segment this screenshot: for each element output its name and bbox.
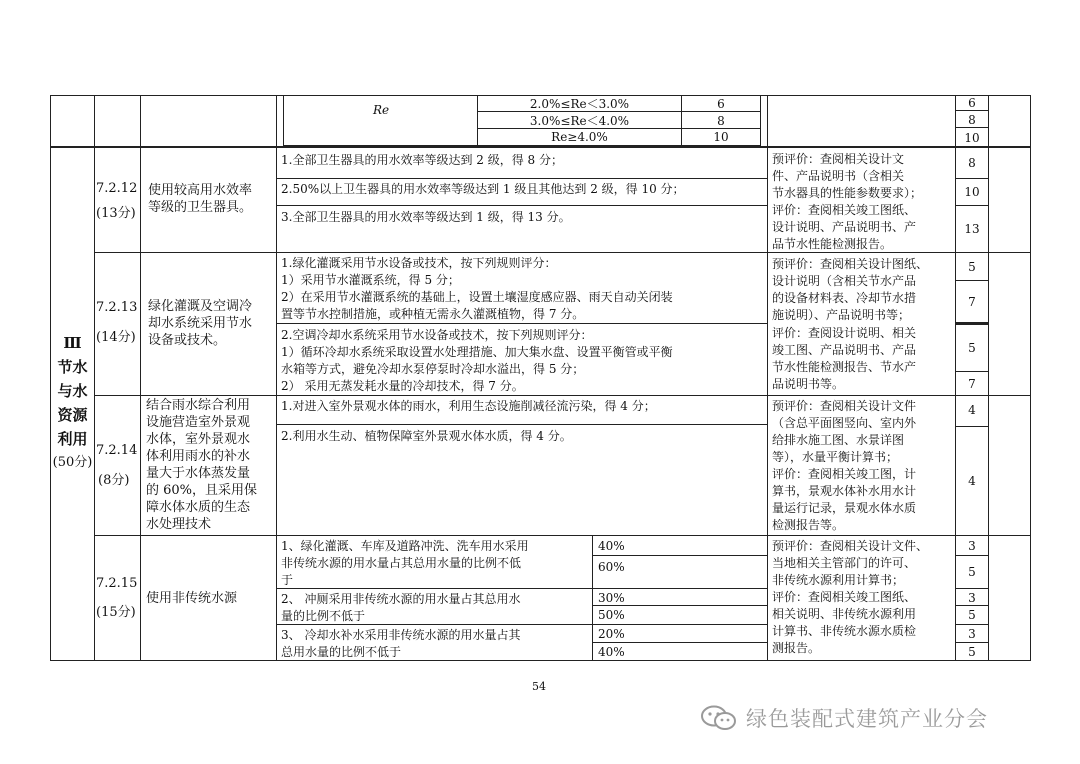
method-7-2-15-line: 相关说明、非传统水源利用: [772, 607, 917, 621]
method-7-2-15-line: 预评价：查阅相关设计文件、: [772, 539, 929, 553]
item-code-7-2-15: 7.2.15: [96, 576, 138, 591]
item-title-7-2-14-line: 水处理技术: [146, 517, 212, 532]
method-7-2-15-line: 非传统水源利用计算书；: [772, 573, 905, 587]
item-points-7-2-13: (14分): [96, 330, 136, 345]
item-title-7-2-14-line: 的 60%，且采用保: [146, 483, 258, 498]
method-7-2-13-line: 设计说明（含相关节水产品: [772, 274, 917, 288]
score-7-2-15-5: 3: [968, 627, 976, 641]
rule-7-2-15-line: 量的比例不低于: [281, 609, 366, 623]
item-points-7-2-15: (15分): [96, 605, 136, 620]
rule-7-2-13-line: 2）在采用节水灌溉系统的基础上，设置土壤湿度感应器、雨天自动关闭装: [281, 290, 673, 304]
rule-7-2-15-line: 非传统水源的用水量占其总用水量的比例不低: [281, 556, 522, 570]
rule-7-2-14-1: 1.对进入室外景观水体的雨水，利用生态设施削减径流污染，得 4 分；: [281, 399, 656, 413]
rule-7-2-12-2: 2.50%以上卫生器具的用水效率等级达到 1 级且其他达到 2 级，得 10 分；: [281, 182, 685, 196]
percent-cell: 30%: [598, 591, 625, 605]
category-cell: [51, 318, 94, 488]
watermark: [700, 703, 988, 733]
rule-7-2-12-1: 1.全部卫生器具的用水效率等级达到 2 级，得 8 分；: [281, 153, 563, 167]
percent-cell: 40%: [598, 645, 625, 659]
category-line-2: 与水: [57, 382, 88, 400]
method-7-2-15-line: 当地相关主管部门的许可、: [772, 556, 917, 570]
method-7-2-13-line: 预评价：查阅相关设计图纸、: [772, 257, 929, 271]
percent-cell: 50%: [598, 608, 625, 622]
method-7-2-13-line: 的设备材料表、冷却节水措: [772, 291, 917, 305]
score-7-2-15-2: 5: [968, 565, 976, 579]
score-7-2-13-1: 5: [968, 260, 976, 274]
item-title-7-2-13-line: 却水系统采用节水: [148, 316, 253, 331]
re-range-2: 3.0%≤Re＜4.0%: [529, 114, 630, 128]
item-points-7-2-14: (8分): [98, 473, 130, 488]
item-title-7-2-14-line: 水体，室外景观水: [146, 432, 251, 447]
percent-cell: 40%: [598, 539, 625, 553]
score-7-2-12-3: 13: [964, 222, 980, 236]
rule-7-2-13-line: 1）循环冷却水系统采取设置水处理措施、加大集水盘、设置平衡管或平衡: [281, 345, 673, 359]
method-7-2-12-line: 品节水性能检测报告。: [772, 237, 893, 251]
item-code-7-2-14: 7.2.14: [96, 443, 138, 458]
score-7-2-15-3: 3: [968, 591, 976, 605]
rule-7-2-15-line: 于: [281, 573, 294, 587]
re-score-1: 6: [717, 97, 725, 111]
score-7-2-14-2: 4: [968, 474, 976, 488]
rule-7-2-13-line: 1）采用节水灌溉系统，得 5 分；: [281, 273, 460, 287]
method-7-2-14-line: 检测报告等。: [772, 518, 845, 532]
rule-7-2-13-line: 2.空调冷却水系统采用节水设备或技术，按下列规则评分：: [281, 328, 593, 342]
item-title-7-2-12-line: 使用较高用水效率: [148, 183, 253, 198]
item-title-7-2-14-line: 结合雨水综合利用: [146, 398, 251, 413]
category-line-3: 资源: [57, 406, 88, 424]
percent-cell: 20%: [598, 627, 625, 641]
re-label: Re: [373, 103, 390, 117]
method-7-2-14-line: 给排水施工图、水景详图: [772, 433, 905, 447]
page-number: 54: [532, 680, 546, 693]
rule-7-2-15-line: 2、 冲厕采用非传统水源的用水量占其总用水: [281, 592, 521, 606]
item-code-7-2-12: 7.2.12: [96, 181, 138, 196]
method-7-2-13-line: 节水性能检测报告、节水产: [772, 360, 917, 374]
percent-cell: 60%: [598, 560, 625, 574]
rule-7-2-12-3: 3.全部卫生器具的用水效率等级达到 1 级，得 13 分。: [281, 210, 571, 224]
method-7-2-12-line: 件、产品说明书（含相关: [772, 169, 905, 183]
method-7-2-12-line: 评价：查阅相关竣工图纸、: [772, 203, 917, 217]
method-7-2-14-line: 算书，景观水体补水用水计: [772, 484, 917, 498]
watermark-text: 绿色装配式建筑产业分会: [746, 707, 988, 731]
category-line-1: 节水: [57, 358, 88, 376]
re-score-3: 10: [713, 130, 729, 144]
re-score-2: 8: [717, 114, 725, 128]
item-title-7-2-14-line: 量大于水体蒸发量: [146, 466, 251, 481]
item-title-7-2-14-line: 设施营造室外景观: [146, 415, 251, 430]
score-7-2-13-3: 5: [968, 341, 976, 355]
item-title-7-2-14-line: 体利用雨水的补水: [146, 449, 251, 464]
rule-7-2-13-line: 2） 采用无蒸发耗水量的冷却技术，得 7 分。: [281, 379, 524, 393]
rule-7-2-15-line: 3、 冷却水补水采用非传统水源的用水量占其: [281, 628, 521, 642]
method-7-2-14-line: 等），水量平衡计算书；: [772, 450, 899, 464]
method-7-2-13-line: 评价：查阅设计说明、相关: [772, 326, 917, 340]
category-numeral: Ⅲ: [63, 334, 82, 352]
item-title-7-2-13-line: 设备或技术。: [148, 333, 227, 348]
rule-7-2-15-line: 总用水量的比例不低于: [281, 645, 402, 659]
method-7-2-14-line: 预评价：查阅相关设计文件: [772, 399, 917, 413]
side-score-3: 10: [964, 131, 980, 145]
category-score: (50分): [52, 455, 93, 470]
item-title-7-2-12-line: 等级的卫生器具。: [148, 200, 253, 215]
rule-7-2-13-line: 置等节水控制措施，或种植无需永久灌溉植物，得 7 分。: [281, 307, 585, 321]
item-title-7-2-14-line: 障水体水质的生态: [146, 500, 251, 515]
method-7-2-14-line: 评价：查阅相关竣工图，计: [772, 467, 917, 481]
method-7-2-14-line: 量运行记录，景观水体水质: [772, 501, 917, 515]
rule-7-2-14-2: 2.利用水生动、植物保障室外景观水体水质，得 4 分。: [281, 429, 572, 443]
item-title-7-2-15: 使用非传统水源: [146, 591, 238, 606]
score-7-2-15-4: 5: [968, 608, 976, 622]
score-7-2-15-1: 3: [968, 539, 976, 553]
method-7-2-13-line: 品说明书等。: [772, 377, 845, 391]
method-7-2-12-line: 节水器具的性能参数要求）；: [772, 186, 923, 200]
score-7-2-12-2: 10: [964, 185, 980, 199]
re-range-1: 2.0%≤Re＜3.0%: [529, 97, 630, 111]
rule-7-2-15-line: 1、绿化灌溉、车库及道路冲洗、洗车用水采用: [281, 539, 529, 553]
item-points-7-2-12: (13分): [96, 206, 136, 221]
rule-7-2-13-line: 水箱等方式，避免冷却水泵停泵时冷却水溢出，得 5 分；: [281, 362, 585, 376]
method-7-2-13-line: 竣工图、产品说明书、产品: [772, 343, 917, 357]
side-score-1: 6: [968, 96, 976, 110]
item-title-7-2-13-line: 绿化灌溉及空调冷: [148, 299, 253, 314]
method-7-2-12-line: 设计说明、产品说明书、产: [772, 220, 917, 234]
score-7-2-13-4: 7: [968, 377, 976, 391]
re-range-3: Re≥4.0%: [551, 130, 608, 144]
side-score-2: 8: [968, 113, 976, 127]
method-7-2-12-line: 预评价：查阅相关设计文: [772, 152, 905, 166]
score-7-2-12-1: 8: [968, 156, 976, 170]
wechat-icon: [700, 704, 738, 732]
score-7-2-14-1: 4: [968, 403, 976, 417]
score-7-2-15-6: 5: [968, 645, 976, 659]
method-7-2-15-line: 计算书、非传统水源水质检: [772, 624, 917, 638]
category-line-4: 利用: [57, 430, 88, 448]
item-code-7-2-13: 7.2.13: [96, 300, 138, 315]
score-7-2-13-2: 7: [968, 295, 976, 309]
method-7-2-15-line: 评价：查阅相关竣工图纸、: [772, 590, 917, 604]
method-7-2-15-line: 测报告。: [772, 641, 821, 655]
method-7-2-13-line: 施说明）、产品说明书等；: [772, 308, 911, 322]
rule-7-2-13-line: 1.绿化灌溉采用节水设备或技术，按下列规则评分：: [281, 256, 557, 270]
method-7-2-14-line: （含总平面图竖向、室内外: [772, 416, 917, 430]
